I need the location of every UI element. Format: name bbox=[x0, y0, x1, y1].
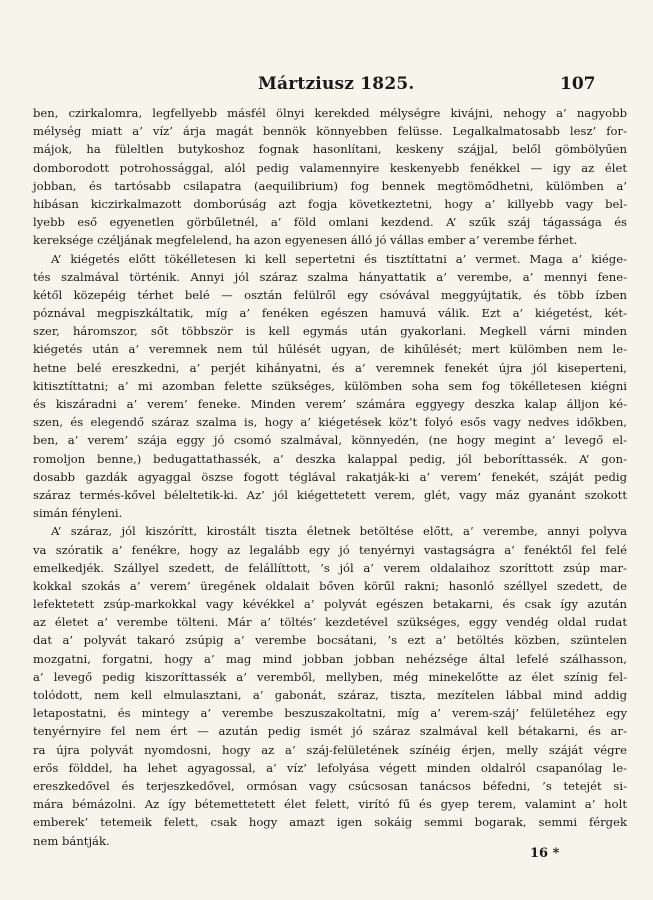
text-line: a’ levegő pedig kiszoríttassék a’ veremből, mellyben, még minekelőtte az élet színig fel- bbox=[33, 669, 627, 684]
text-line: domborodott potrohossággal, alól pedig valamennyire keskenyebb fenékkel — igy az élet bbox=[33, 160, 627, 175]
text-line: tés szalmával történik. Annyi jól száraz szalma hányattatik a’ verembe, a’ mennyi fene- bbox=[33, 269, 627, 284]
text-line: erős földdel, ha lehet agyagossal, a’ víz’ lefolyása végett minden oldalról csapanólag le- bbox=[33, 760, 627, 775]
text-line: va szóratik a’ fenékre, hogy az legalább egy jó tenyérnyi vastagságra a’ fenéktől fel felé bbox=[33, 542, 627, 557]
text-line: A’ száraz, jól kiszórítt, kirostált tiszta életnek betöltése előtt, a’ verembe, annyi polyva bbox=[51, 524, 627, 539]
paragraph-3 bbox=[33, 522, 627, 849]
signature-mark: 16 * bbox=[530, 846, 560, 861]
text-line: mozgatni, forgatni, hogy a’ mag mind jobban jobban nehézsége által lefelé szálhasson, bbox=[33, 651, 627, 666]
text-line: szer, háromszor, sőt többször is kell egymás után gyakorlani. Megkell várni minden bbox=[33, 324, 627, 339]
text-line: kokkal szokás a’ verem’ üregének oldalait bőven körűl rakni; hasonló széllyel szedett, de bbox=[33, 578, 627, 593]
text-line: simán fényleni. bbox=[33, 506, 123, 521]
text-line: hibásan kiczirkalmazott domborúság azt fogja következtetni, hogy a’ killyebb vagy bel- bbox=[33, 196, 627, 211]
text-line: kitisztíttatni; a’ mi azomban felette szükséges, külömben soha sem fog tökélletesen kiégni bbox=[33, 378, 627, 393]
page-header bbox=[0, 74, 653, 98]
text-line: A’ kiégetés előtt tökélletesen ki kell sepertetni és tisztíttatni a’ vermet. Maga a’ kiége- bbox=[51, 251, 627, 266]
text-line: jobban, és tartósabb csilapatra (aequilibrium) fog bennek megtömődhetni, külömben a’ bbox=[33, 178, 627, 193]
text-line: az életet a’ verembe tölteni. Már a’ töltés’ kezdetével szükséges, eggy vendég oldal rudat bbox=[33, 615, 627, 630]
running-title: Mártziusz 1825. bbox=[258, 74, 415, 94]
text-line: tolódott, nem kell elmulasztani, a’ gabonát, száraz, tiszta, mezítelen lábbal mind addig bbox=[33, 688, 627, 702]
text-line: ereszkedővel és terjeszkedővel, ormósan vagy csúcsosan tanácsos béfedni, ’s tetejét si- bbox=[33, 778, 627, 793]
text-line: letapostatni, és mintegy a’ verembe beszuszakoltatni, míg a’ verem-száj’ felületéhez egy bbox=[33, 706, 627, 721]
text-line: nem bántják. bbox=[33, 833, 110, 848]
paragraph-2 bbox=[33, 250, 627, 523]
text-line: mélység miatt a’ víz’ árja magát bennök könnyebben felüsse. Legalkalmatosabb lesz’ for- bbox=[33, 124, 627, 139]
text-line: romoljon benne,) bedugattathassék, a’ deszka kalappal pedig, jól beboríttassék. A’ gon- bbox=[33, 451, 627, 466]
body-text bbox=[33, 104, 627, 850]
text-line: ra újra polyvát nyomdosni, hogy az a’ száj-felületének színéig érjen, melly száját végre bbox=[33, 742, 627, 757]
text-line: kereksége czéljának megfelelend, ha azon egyenesen álló jó vállas ember a’ verembe férhet. bbox=[33, 233, 578, 248]
paragraph-1 bbox=[33, 104, 627, 250]
text-line: májok, ha füleltlen butykoshoz fognak hasonlítani, keskeny szájjal, belől gömbölyűen bbox=[33, 142, 627, 157]
text-line: mára bémázolni. Az így bétemettetett élet felett, virító fű és gyep terem, valamint a’ holt bbox=[33, 797, 627, 812]
text-line: és kiszáradni a’ verem’ feneke. Minden verem’ számára eggyegy deszka kalap álljon ké- bbox=[33, 397, 627, 411]
text-line: lyebb eső egyenetlen görbűletnél, a’ föld omlani kezdend. A’ szűk száj tágassága és bbox=[33, 215, 627, 230]
text-line: emelkedjék. Szállyel szedett, de felállíttott, ’s jól a’ verem oldalaihoz szoríttott zsúp mar- bbox=[33, 560, 627, 575]
page-number: 107 bbox=[560, 74, 596, 94]
text-line: póznával megpiszkáltatik, míg a’ fenéken egészen hamuvá válik. Ezt a’ kiégetést, két- bbox=[33, 306, 627, 321]
text-line: száraz termés-kővel béleltetik-ki. Az’ jól kiégettetett verem, glét, vagy máz gyanánt szokott bbox=[33, 487, 627, 502]
text-line: ben, czirkalomra, legfellyebb másfél ölnyi kerekded mélységre kivájni, nehogy a’ nagyobb bbox=[33, 106, 627, 120]
text-line: tenyérnyire fel nem ért — azután pedig ismét jó száraz szalmával kell bétakarni, és ar- bbox=[33, 724, 627, 739]
text-line: kiégetés után a’ veremnek nem túl hűlését ugyan, de kihűlését; mert külömben nem le- bbox=[33, 342, 627, 357]
text-line: szen, és elegendő száraz szalma is, hogy a’ kiégetések köz’t folyó esős vagy nedves időkben, bbox=[33, 415, 627, 430]
text-line: lefektetett zsúp-markokkal vagy kévékkel a’ polyvát egészen betakarni, és csak így azután bbox=[33, 597, 627, 612]
text-line: emberek’ tetemeik felett, csak hogy amazt igen sokáig semmi bogarak, semmi férgek bbox=[33, 815, 627, 830]
text-line: dat a’ polyvát takaró zsúpig a’ verembe bocsátani, ’s ezt a’ betöltés közben, szüntelen bbox=[33, 633, 627, 648]
text-line: dosabb gazdák agyaggal öszse fogott téglával rakatják-ki a’ verem’ fenekét, száját pedig bbox=[33, 469, 627, 484]
text-line: ben, a’ verem’ szája eggy jó csomó szalmával, könnyedén, (ne hogy megint a’ levegő el- bbox=[33, 433, 627, 448]
text-line: kétől közepéig térhet belé — osztán felülről egy csóvával meggyújtatik, és több ízben bbox=[33, 287, 627, 302]
text-line: hetne belé ereszkedni, a’ perjét kihányatni, és a’ veremnek fenekét újra jól kiseperteni, bbox=[33, 360, 627, 375]
